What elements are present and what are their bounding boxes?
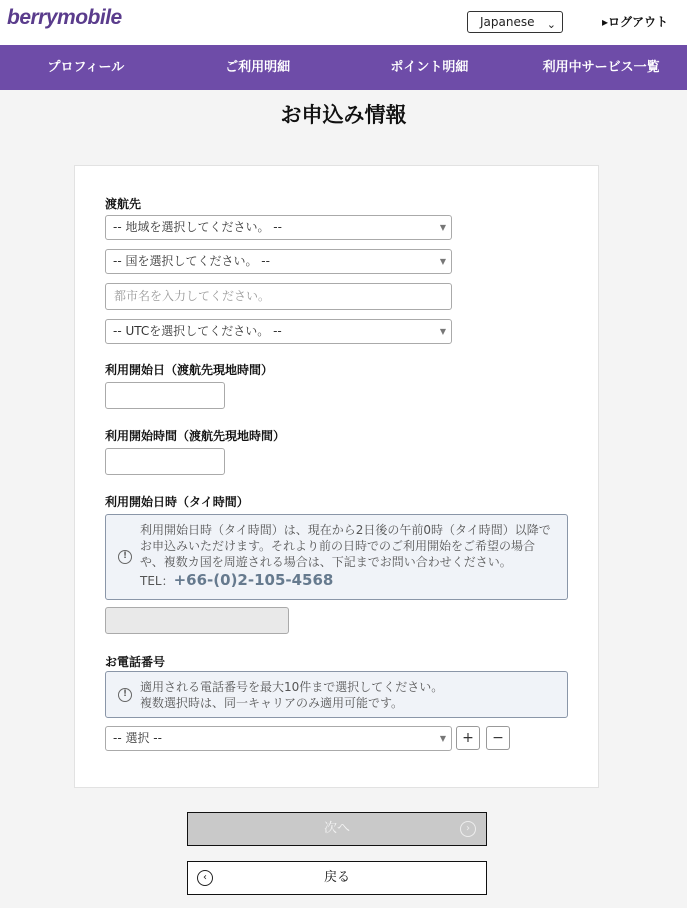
city-input[interactable] [105, 283, 452, 310]
utc-select[interactable] [105, 319, 452, 344]
language-select-value: Japanese [480, 15, 535, 29]
country-select[interactable] [105, 249, 452, 274]
phone-select-value: -- 選択 -- [113, 731, 162, 745]
nav-item-points[interactable]: ポイント明細 [390, 60, 469, 75]
thai-info-line-2: お申込みいただけます。それより前の日時でのご利用開始をご希望の場合 [140, 539, 536, 553]
region-select[interactable] [105, 215, 452, 240]
nav-item-services[interactable]: 利用中サービス一覧 [542, 60, 660, 75]
info-icon: ! [118, 550, 132, 564]
logout-link[interactable]: ▸ログアウト [602, 15, 669, 29]
top-bar [0, 0, 687, 45]
phone-label: お電話番号 [105, 655, 166, 669]
tel-number[interactable]: +66-(0)2-105-4568 [173, 571, 334, 589]
phone-select[interactable] [105, 726, 452, 751]
chevron-right-icon: › [460, 821, 476, 837]
start-time-input[interactable] [105, 448, 225, 475]
thai-info-line-3: や、複数カ国を周遊される場合は、下記までお問い合わせください。 [140, 555, 512, 569]
region-select-value: -- 地域を選択してください。 -- [113, 220, 282, 234]
chevron-left-icon: ‹ [197, 870, 213, 886]
next-button-label: 次へ [323, 821, 350, 836]
city-input-placeholder: 都市名を入力してください。 [114, 289, 271, 303]
main-nav [0, 45, 687, 90]
start-date-label: 利用開始日（渡航先現地時間） [105, 363, 274, 377]
caret-down-icon: ▼ [439, 327, 446, 336]
remove-phone-button[interactable]: − [486, 726, 510, 750]
next-button[interactable] [187, 812, 487, 846]
caret-down-icon: ▼ [439, 257, 446, 266]
thai-datetime-field [105, 607, 289, 634]
nav-item-profile[interactable]: プロフィール [47, 60, 125, 75]
start-date-input[interactable] [105, 382, 225, 409]
country-select-value: -- 国を選択してください。 -- [113, 254, 270, 268]
chevron-down-icon: ⌄ [546, 18, 556, 31]
brand-logo[interactable]: berrymobile [7, 6, 122, 29]
phone-info-line-1: 適用される電話番号を最大10件まで選択してください。 [140, 680, 444, 694]
thai-time-info-box [105, 514, 568, 600]
start-datetime-thai-label: 利用開始日時（タイ時間） [105, 495, 249, 509]
utc-select-value: -- UTCを選択してください。 -- [113, 324, 282, 338]
page-title: お申込み情報 [280, 103, 407, 127]
thai-info-line-1: 利用開始日時（タイ時間）は、現在から2日後の午前0時（タイ時間）以降で [140, 523, 551, 537]
tel-line [140, 572, 567, 589]
nav-item-usage[interactable]: ご利用明細 [225, 60, 291, 75]
back-button-label: 戻る [323, 870, 350, 885]
language-select[interactable] [467, 11, 563, 33]
start-time-label: 利用開始時間（渡航先現地時間） [105, 429, 286, 443]
caret-down-icon: ▼ [439, 734, 446, 743]
phone-info-line-2: 複数選択時は、同一キャリアのみ適用可能です。 [140, 696, 404, 710]
tel-prefix: TEL： [140, 574, 174, 588]
back-button[interactable] [187, 861, 487, 895]
phone-info-box [105, 671, 568, 718]
destination-label: 渡航先 [105, 197, 142, 211]
add-phone-button[interactable]: + [456, 726, 480, 750]
caret-down-icon: ▼ [439, 223, 446, 232]
info-icon: ! [118, 688, 132, 702]
